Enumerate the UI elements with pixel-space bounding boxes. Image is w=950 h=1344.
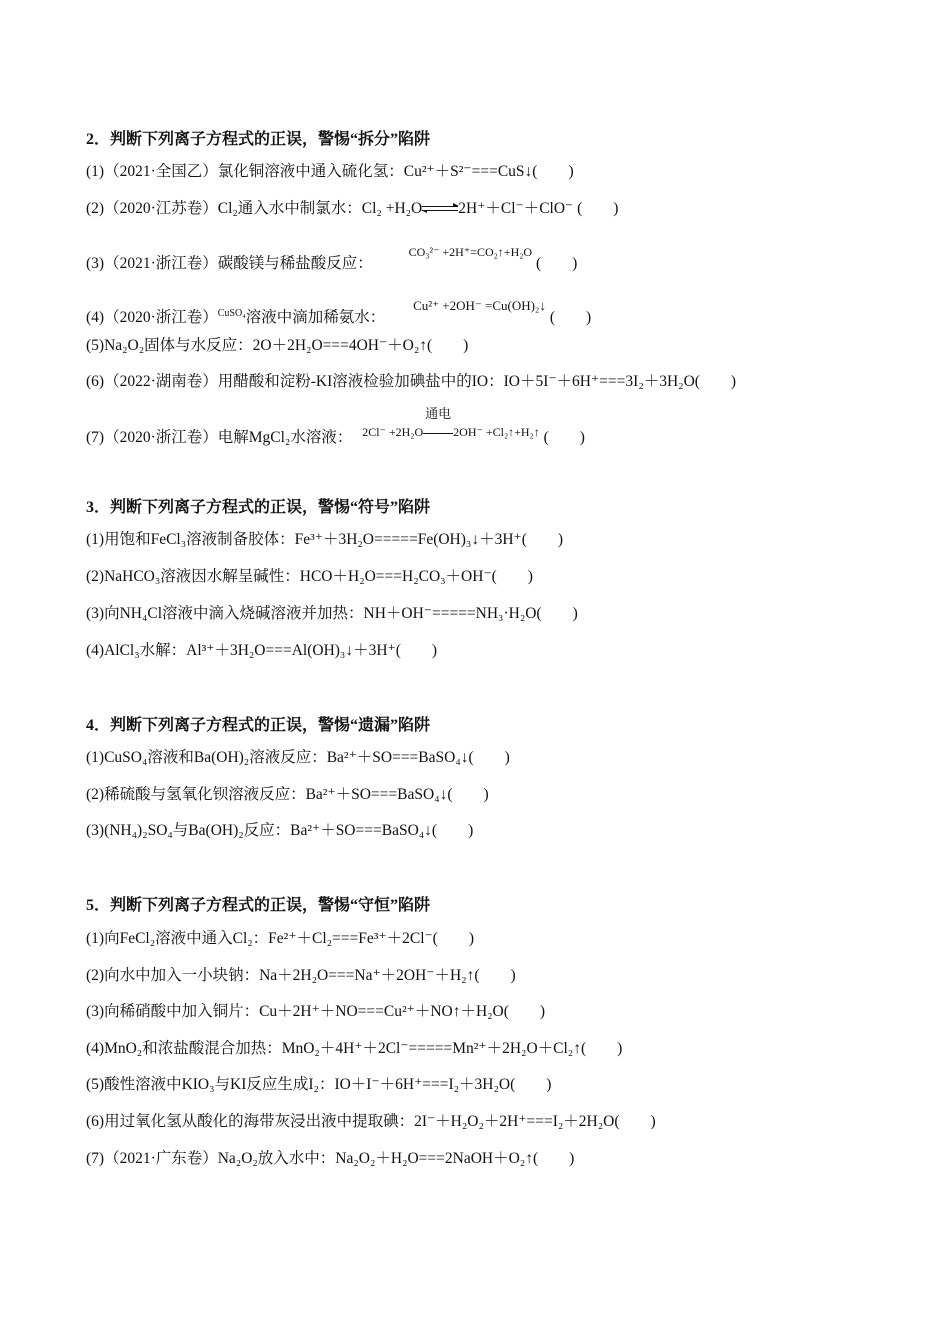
s2-item-4-suffix: ( ) [549, 309, 592, 326]
s5-item-2: (2)向水中加入一小块钠：Na＋2H₂O===Na⁺＋2OH⁻＋H₂↑( ) [86, 967, 516, 984]
s2-item-4 [86, 294, 591, 330]
section-4-heading: 4．判断下列离子方程式的正误，警惕“遗漏”陷阱 [86, 717, 431, 734]
s2-item-3 [86, 240, 577, 276]
s3-item-3: (3)向NH₄Cl溶液中滴入烧碱溶液并加热：NH＋OH⁻=====NH₃·H₂O( ) [86, 605, 578, 622]
s5-item-6: (6)用过氧化氢从酸化的海带灰浸出液中提取碘：2I⁻＋H₂O₂＋2H⁺===I₂＋2H₂O( ) [86, 1113, 656, 1130]
section-5-heading: 5．判断下列离子方程式的正误，警惕“守恒”陷阱 [86, 897, 431, 914]
s2-item-2-prefix: (2)（2020·江苏卷）Cl₂通入水中制氯水：Cl₂ +H₂O [86, 200, 423, 217]
s4-item-2: (2)稀硫酸与氢氧化钡溶液反应：Ba²⁺＋SO===BaSO₄↓( ) [86, 786, 489, 803]
s2-item-4-equation: Cu²⁺ +2OH⁻ =Cu(OH)₂↓ [413, 298, 546, 313]
s2-item-7-eq-right: 2OH⁻ +Cl₂↑+H₂↑ [453, 425, 540, 439]
s5-item-4: (4)MnO₂和浓盐酸混合加热：MnO₂＋4H⁺＋2Cl⁻=====Mn²⁺＋2H₂O＋Cl₂↑( ) [86, 1040, 623, 1057]
s2-item-3-prefix: (3)（2021·浙江卷）碳酸镁与稀盐酸反应： [86, 255, 373, 272]
s2-item-7-suffix: ( ) [543, 429, 585, 446]
s2-item-3-suffix: ( ) [535, 255, 578, 272]
s4-item-3: (3)(NH₄)₂SO₄与Ba(OH)₂反应：Ba²⁺＋SO===BaSO₄↓( ) [86, 822, 474, 839]
s5-item-1: (1)向FeCl₂溶液中通入Cl₂：Fe²⁺＋Cl₂===Fe³⁺＋2Cl⁻( ) [86, 930, 475, 947]
s4-item-1: (1)CuSO₄溶液和Ba(OH)₂溶液反应：Ba²⁺＋SO===BaSO₄↓( ) [86, 749, 510, 766]
s3-item-4: (4)AlCl₃水解：Al³⁺＋3H₂O===Al(OH)₃↓＋3H⁺( ) [86, 642, 438, 659]
s2-item-4-mid: 溶液中滴加稀氨水： [245, 309, 386, 326]
s5-item-7: (7)（2021·广东卷）Na₂O₂放入水中：Na₂O₂＋H₂O===2NaOH＋O₂↑( ) [86, 1150, 575, 1167]
s2-item-7-eq-left: 2Cl⁻ +2H₂O [362, 425, 424, 439]
s2-item-7-prefix: (7)（2020·浙江卷）电解MgCl₂水溶液： [86, 429, 353, 446]
s2-item-2-suffix: 2H⁺＋Cl⁻＋ClO⁻ ( ) [458, 200, 619, 217]
s2-item-1: (1)（2021·全国乙）氯化铜溶液中通入硫化氢：Cu²⁺＋S²⁻===CuS↓( ) [86, 163, 574, 180]
s2-item-6: (6)（2022·湖南卷）用醋酸和淀粉-KI溶液检验加碘盐中的IO：IO＋5I⁻＋6H⁺===3I₂＋3H₂O( ) [86, 373, 737, 390]
s2-item-4-formula: CuSO₄ [217, 308, 246, 319]
s3-item-2: (2)NaHCO₃溶液因水解呈碱性：HCO＋H₂O===H₂CO₃＋OH⁻( ) [86, 568, 533, 585]
reversible-arrow-icon [422, 204, 458, 214]
s2-item-7 [86, 406, 585, 450]
section-2-heading: 2．判断下列离子方程式的正误，警惕“拆分”陷阱 [86, 131, 431, 148]
s2-item-3-equation: CO₃²⁻ +2H⁺=CO₂↑+H₂O [408, 245, 533, 259]
s5-item-5: (5)酸性溶液中KIO₃与KI反应生成I₂：IO＋I⁻＋6H⁺===I₂＋3H₂O( ) [86, 1076, 552, 1093]
s3-item-1: (1)用饱和FeCl₃溶液制备胶体：Fe³⁺＋3H₂O=====Fe(OH)₃↓＋3H⁺( ) [86, 531, 564, 548]
s2-item-7-arrow [423, 406, 453, 444]
section-3-heading: 3．判断下列离子方程式的正误，警惕“符号”陷阱 [86, 499, 431, 516]
s5-item-3: (3)向稀硝酸中加入铜片：Cu＋2H⁺＋NO===Cu²⁺＋NO↑＋H₂O( ) [86, 1003, 546, 1020]
s2-item-2 [86, 199, 618, 219]
s2-item-5: (5)Na₂O₂固体与水反应：2O＋2H₂O===4OH⁻＋O₂↑( ) [86, 337, 469, 354]
s2-item-7-condition: 通电 [425, 406, 452, 421]
s2-item-4-prefix: (4)（2020·浙江卷） [86, 309, 218, 326]
